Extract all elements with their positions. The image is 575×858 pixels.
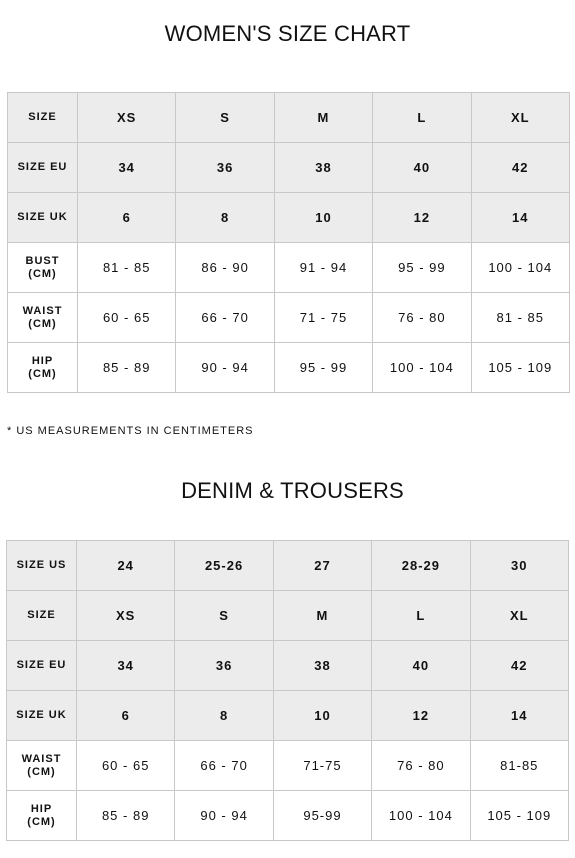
table-cell: 38 (273, 641, 371, 691)
table-cell: 42 (470, 641, 568, 691)
table-cell: 90 - 94 (176, 343, 274, 393)
table-cell: 71-75 (273, 741, 371, 791)
table-row (8, 193, 570, 243)
row-header (7, 691, 77, 741)
table-cell: 40 (373, 143, 471, 193)
table-cell: 81 - 85 (471, 293, 569, 343)
table-cell: 10 (274, 193, 372, 243)
row-header (8, 243, 78, 293)
row-header-label: HIP (30, 802, 53, 815)
table-cell: 66 - 70 (175, 741, 273, 791)
table-cell: 66 - 70 (176, 293, 274, 343)
table-cell: 6 (78, 193, 176, 243)
table-row (8, 343, 570, 393)
table-cell: 95 - 99 (373, 243, 471, 293)
table-row (8, 143, 570, 193)
row-header (7, 791, 77, 841)
row-header-label: WAIST (21, 752, 62, 765)
table-cell: 8 (175, 691, 273, 741)
row-header (8, 143, 78, 193)
table-cell: 86 - 90 (176, 243, 274, 293)
table-cell: 90 - 94 (175, 791, 273, 841)
row-header-label: BUST (25, 254, 60, 267)
table-cell: M (273, 591, 371, 641)
row-header (7, 591, 77, 641)
table-cell: 85 - 89 (78, 343, 176, 393)
row-header (7, 641, 77, 691)
table-cell: M (274, 93, 372, 143)
table-cell: XS (78, 93, 176, 143)
table-row (8, 293, 570, 343)
table-cell: 81-85 (470, 741, 568, 791)
row-header-label: SIZE UK (17, 211, 68, 223)
table-row (7, 741, 569, 791)
row-header-label: SIZE EU (17, 161, 68, 173)
table-cell: 8 (176, 193, 274, 243)
table-cell: 28-29 (372, 541, 470, 591)
table-cell: 27 (273, 541, 371, 591)
table-row (7, 791, 569, 841)
table-cell: 25-26 (175, 541, 273, 591)
table-cell: 38 (274, 143, 372, 193)
table-cell: 60 - 65 (77, 741, 175, 791)
table-cell: 100 - 104 (372, 791, 470, 841)
denim-trousers-table (6, 540, 569, 841)
table-row (7, 591, 569, 641)
table-cell: 76 - 80 (373, 293, 471, 343)
table-cell: 12 (373, 193, 471, 243)
row-header (8, 193, 78, 243)
table-cell: S (176, 93, 274, 143)
table-cell: 95-99 (273, 791, 371, 841)
row-header-label: (CM) (28, 317, 57, 330)
table-cell: XL (471, 93, 569, 143)
table-cell: 100 - 104 (373, 343, 471, 393)
table-cell: 10 (273, 691, 371, 741)
table-cell: S (175, 591, 273, 641)
table-cell: 60 - 65 (78, 293, 176, 343)
table-cell: 30 (470, 541, 568, 591)
table-cell: 14 (471, 193, 569, 243)
table-cell: 81 - 85 (78, 243, 176, 293)
table-cell: XS (77, 591, 175, 641)
table-cell: 76 - 80 (372, 741, 470, 791)
table-cell: 34 (78, 143, 176, 193)
row-header-label: SIZE (27, 609, 56, 621)
row-header-label: SIZE UK (16, 709, 67, 721)
table-cell: 71 - 75 (274, 293, 372, 343)
table-cell: 40 (372, 641, 470, 691)
table-cell: 105 - 109 (471, 343, 569, 393)
row-header-label: (CM) (27, 765, 56, 778)
table-cell: 85 - 89 (77, 791, 175, 841)
table-row (8, 243, 570, 293)
table-cell: 100 - 104 (471, 243, 569, 293)
row-header-label: SIZE (28, 111, 57, 123)
table-row (8, 93, 570, 143)
table-cell: 6 (77, 691, 175, 741)
table-cell: 12 (372, 691, 470, 741)
table-cell: 95 - 99 (274, 343, 372, 393)
row-header-label: (CM) (27, 815, 56, 828)
table-cell: 24 (77, 541, 175, 591)
table-cell: 34 (77, 641, 175, 691)
row-header-label: (CM) (28, 367, 57, 380)
row-header (7, 741, 77, 791)
table-cell: L (373, 93, 471, 143)
table-cell: 42 (471, 143, 569, 193)
row-header (8, 93, 78, 143)
table-cell: 36 (176, 143, 274, 193)
table-row (7, 691, 569, 741)
womens-size-table (7, 92, 570, 393)
denim-trousers-title: DENIM & TROUSERS (181, 478, 404, 503)
row-header-label: SIZE EU (16, 659, 67, 671)
row-header (7, 541, 77, 591)
table-cell: 36 (175, 641, 273, 691)
womens-size-chart-title: WOMEN'S SIZE CHART (164, 21, 411, 46)
table-row (7, 641, 569, 691)
row-header-label: WAIST (22, 304, 63, 317)
row-header (8, 293, 78, 343)
row-header-label: (CM) (28, 267, 57, 280)
row-header-label: SIZE US (16, 559, 67, 571)
table-cell: XL (470, 591, 568, 641)
table-cell: 14 (470, 691, 568, 741)
measurements-note: * US MEASUREMENTS IN CENTIMETERS (7, 425, 254, 437)
table-row (7, 541, 569, 591)
table-cell: 105 - 109 (470, 791, 568, 841)
row-header-label: HIP (31, 354, 54, 367)
table-cell: L (372, 591, 470, 641)
table-cell: 91 - 94 (274, 243, 372, 293)
row-header (8, 343, 78, 393)
